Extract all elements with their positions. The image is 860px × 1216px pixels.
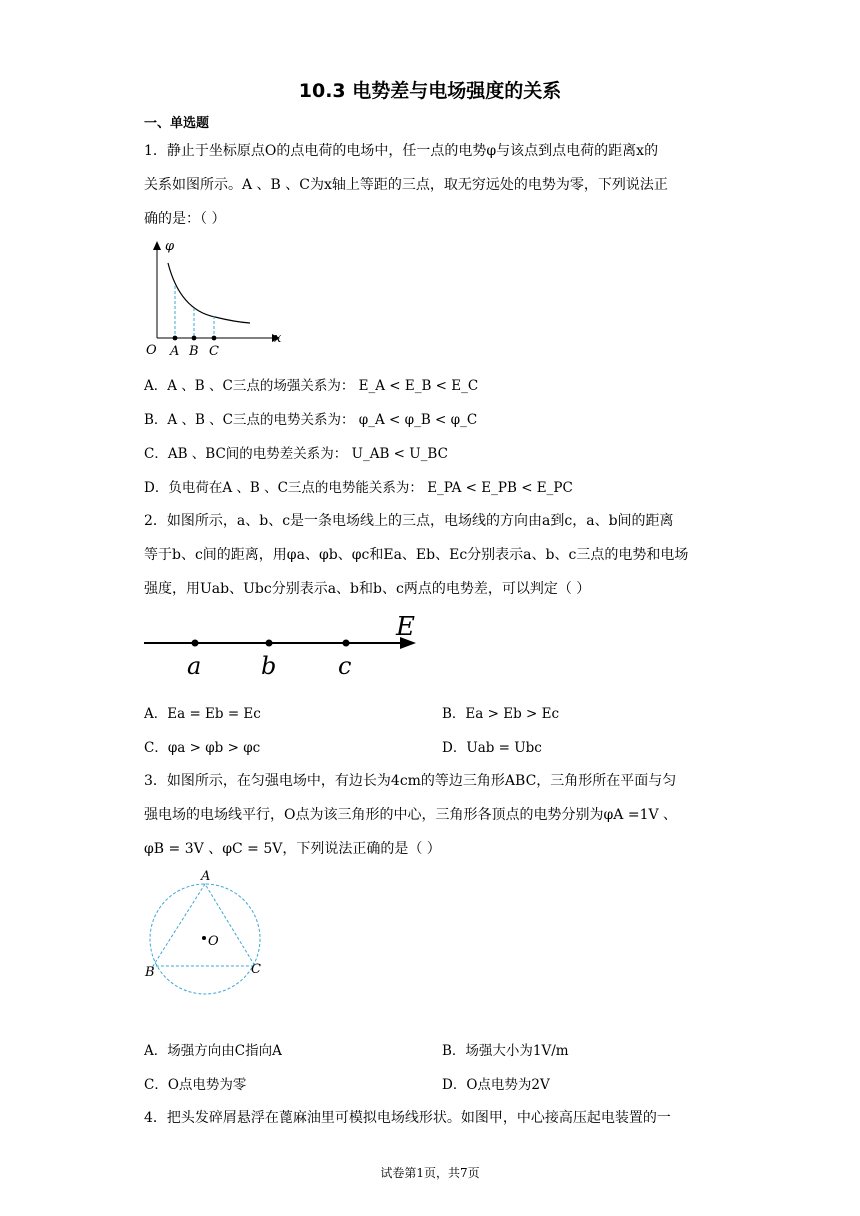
q3-label-o: O — [208, 934, 219, 949]
q2-label-a: a — [187, 652, 202, 680]
q3-label-b: B — [145, 965, 155, 980]
q2-text-line1: 2．如图所示，a、b、c是一条电场线上的三点，电场线的方向由a到c，a、b间的距离 — [144, 513, 674, 529]
q2-option-a: A．Ea = Eb = Ec — [144, 706, 261, 722]
q3-text-line3: φB = 3V 、φC = 5V，下列说法正确的是（ ） — [144, 841, 441, 857]
q2-option-c: C．φa > φb > φc — [144, 740, 261, 756]
q1-potential-curve — [168, 263, 250, 323]
page-title: 10.3 电势差与电场强度的关系 — [298, 80, 562, 102]
q2-option-b: B．Ea > Eb > Ec — [442, 706, 560, 722]
q1-text-line1: 1．静止于坐标原点O的点电荷的电场中，任一点的电势φ与该点到点电荷的距离x的 — [144, 143, 659, 159]
q2-label-c: c — [338, 652, 352, 680]
q1-point-b — [192, 336, 197, 341]
q2-point-b — [266, 640, 273, 647]
q2-label-b: b — [261, 652, 277, 680]
q1-text-line3: 确的是：（ ） — [144, 211, 226, 227]
q4-text-line1: 4．把头发碎屑悬浮在蓖麻油里可模拟电场线形状。如图甲，中心接高压起电装置的一 — [144, 1110, 671, 1126]
q2-field-label: E — [396, 612, 415, 642]
q2-text-line2: 等于b、c间的距离，用φa、φb、φc和Ea、Eb、Ec分别表示a、b、c三点的电势和电场 — [144, 547, 689, 563]
q2-point-a — [192, 640, 199, 647]
q1-option-d: D．负电荷在A 、B 、C三点的电势能关系为： E_PA < E_PB < E_PC — [144, 480, 573, 496]
page-footer: 试卷第1页，共7页 — [380, 1166, 480, 1180]
q1-option-a: A．A 、B 、C三点的场强关系为： E_A < E_B < E_C — [144, 378, 479, 394]
q1-label-b: B — [189, 344, 199, 359]
q3-option-c: C．O点电势为零 — [144, 1077, 247, 1093]
q1-x-label: x — [274, 331, 282, 346]
q2-field-line-figure — [140, 608, 430, 680]
q3-option-b: B．场强大小为1V/m — [442, 1043, 569, 1059]
q3-option-a: A．场强方向由C指向A — [144, 1043, 282, 1059]
q3-label-a: A — [201, 869, 211, 884]
q3-center-point — [202, 936, 206, 940]
q1-y-label: φ — [165, 239, 175, 254]
q1-point-c — [212, 336, 217, 341]
q3-label-c: C — [251, 962, 261, 977]
q1-y-axis-arrow — [153, 241, 161, 250]
q3-triangle-figure — [140, 866, 270, 1000]
q1-option-c: C．AB 、BC间的电势差关系为： U_AB < U_BC — [144, 446, 448, 462]
section-heading: 一、单选题 — [144, 116, 210, 131]
q1-potential-graph — [140, 238, 290, 360]
q1-option-b: B．A 、B 、C三点的电势关系为： φ_A < φ_B < φ_C — [144, 412, 478, 428]
q2-text-line3: 强度，用Uab、Ubc分别表示a、b和b、c两点的电势差，可以判定（ ） — [144, 581, 591, 597]
q2-point-c — [343, 640, 350, 647]
q3-text-line2: 强电场的电场线平行，O点为该三角形的中心，三角形各顶点的电势分别为φA =1V 、 — [144, 807, 678, 823]
q1-label-c: C — [209, 344, 219, 359]
q3-text-line1: 3．如图所示，在匀强电场中，有边长为4cm的等边三角形ABC，三角形所在平面与匀 — [144, 773, 677, 789]
q3-option-d: D．O点电势为2V — [442, 1077, 550, 1093]
q1-text-line2: 关系如图所示。A 、B 、C为x轴上等距的三点，取无穷远处的电势为零，下列说法正 — [144, 177, 668, 193]
q1-label-a: A — [170, 344, 180, 359]
q2-option-d: D．Uab = Ubc — [442, 740, 542, 756]
q1-point-a — [173, 336, 178, 341]
q1-origin-label: O — [146, 343, 157, 358]
